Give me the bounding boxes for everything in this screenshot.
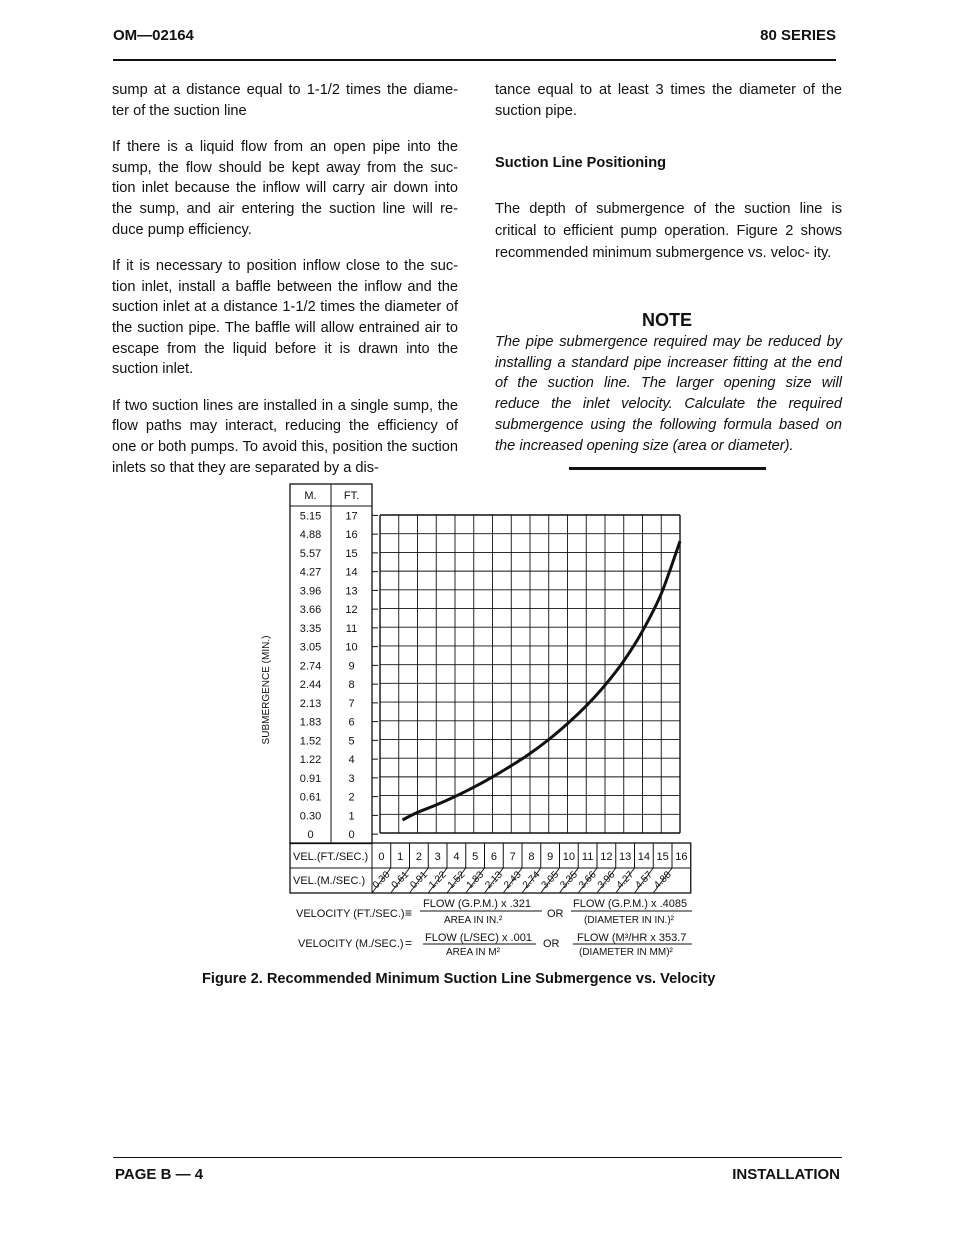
doc-number: OM—02164	[113, 27, 194, 44]
y-tick-label-ft: 10	[345, 641, 358, 654]
y-tick-label-m: 0	[307, 829, 314, 842]
formula-ft-denominator-1: AREA IN IN.²	[444, 915, 503, 926]
formula-or-2: OR	[543, 938, 560, 950]
x-tick-label-ft: 9	[547, 851, 554, 863]
y-tick-label-ft: 13	[345, 585, 358, 598]
formula-m-denominator-2: (DIAMETER IN MM)²	[579, 947, 673, 958]
x-tick-label-m: 4.27	[614, 869, 637, 892]
y-tick-label-ft: 14	[345, 566, 358, 579]
y-tick-label-m: 3.96	[299, 585, 322, 598]
x-tick-label-m: 3.05	[539, 869, 562, 892]
formula-or-1: OR	[547, 908, 564, 920]
x-axis-label-m: VEL.(M./SEC.)	[293, 875, 366, 887]
submergence-curve	[403, 541, 681, 820]
x-tick-label-m: 1.22	[427, 869, 449, 892]
x-tick-label-m: 0.30	[370, 869, 393, 892]
y-tick-label-ft: 16	[345, 529, 358, 542]
x-tick-label-m: 2.13	[483, 869, 505, 892]
y-tick-label-m: 3.05	[299, 641, 322, 654]
x-tick-label-ft: 15	[656, 851, 669, 863]
x-axis-label-ft: VEL.(FT./SEC.)	[293, 851, 369, 863]
y-tick-label-m: 1.52	[299, 735, 322, 748]
x-tick-label-ft: 10	[562, 851, 575, 863]
formula-ft-numerator-2: FLOW (G.P.M.) x .4085	[573, 898, 688, 910]
paragraph: If two suction lines are installed in a single sump, the flow paths may interact, reducing the efficiency of one or both pumps. To avoid this, position the suction inlets so that they are separated by a dis-	[112, 397, 458, 476]
formula-m-numerator-2: FLOW (M³/HR x 353.7	[577, 932, 687, 944]
y-tick-label-ft: 0	[348, 829, 355, 842]
y-tick-label-m: 3.66	[299, 604, 322, 617]
y-tick-label-ft: 4	[348, 754, 355, 767]
x-tick-label-m: 4.57	[633, 869, 655, 892]
y-tick-label-m: 3.35	[299, 622, 322, 635]
formula-ft-equals: ≡	[405, 906, 413, 920]
y-tick-label-ft: 1	[348, 810, 355, 823]
x-tick-label-ft: 13	[619, 851, 632, 863]
x-tick-label-m: 1.52	[445, 869, 468, 892]
x-tick-label-ft: 4	[453, 851, 460, 863]
y-tick-label-ft: 12	[345, 604, 358, 617]
x-tick-label-m: 3.96	[595, 869, 618, 892]
continuation-paragraph: tance equal to at least 3 times the diameter of the suction pipe.	[495, 82, 842, 119]
y-tick-label-ft: 2	[348, 791, 355, 804]
x-tick-label-m: 0.91	[408, 869, 430, 892]
x-tick-label-ft: 11	[581, 851, 594, 863]
x-tick-label-m: 1.83	[464, 869, 487, 892]
y-tick-label-ft: 3	[348, 772, 355, 785]
x-tick-label-ft: 8	[528, 851, 535, 863]
y-tick-label-m: 0.30	[299, 810, 322, 823]
x-tick-label-ft: 1	[397, 851, 404, 863]
x-tick-label-ft: 3	[434, 851, 441, 863]
x-tick-label-ft: 6	[490, 851, 497, 863]
velocity-formulas	[0, 890, 954, 970]
page-number: PAGE B — 4	[115, 1166, 204, 1183]
y-header-ft: FT.	[343, 490, 360, 502]
y-tick-label-m: 1.83	[299, 716, 322, 729]
x-tick-label-m: 2.43	[502, 869, 524, 892]
y-tick-label-m: 4.27	[299, 566, 322, 579]
formula-m-equals: =	[405, 936, 413, 950]
y-tick-label-m: 0.91	[299, 772, 322, 785]
y-tick-label-ft: 7	[348, 697, 355, 710]
x-tick-label-ft: 7	[509, 851, 516, 863]
y-tick-label-ft: 8	[348, 679, 355, 692]
note-title: NOTE	[642, 310, 693, 330]
x-tick-label-ft: 12	[600, 851, 613, 863]
x-tick-label-m: 3.35	[558, 869, 580, 892]
x-tick-label-ft: 16	[675, 851, 688, 863]
formula-ft-label: VELOCITY (FT./SEC.)	[296, 908, 405, 920]
formula-m-label: VELOCITY (M./SEC.)	[298, 938, 404, 950]
y-tick-label-m: 2.74	[299, 660, 322, 673]
y-tick-label-m: 2.44	[299, 679, 322, 692]
y-tick-label-m: 5.57	[299, 547, 322, 560]
x-tick-label-m: 0.61	[389, 869, 412, 892]
footer-rule	[113, 1157, 842, 1158]
y-tick-label-ft: 15	[345, 547, 358, 560]
note-body: The pipe submergence required may be reduced by installing a standard pipe increaser fitting at the end of the suction line. The larger opening size will reduce the inlet velocity. Calculate the required submergence using the following formula based on the increased opening size (area or diameter).	[495, 334, 842, 454]
x-tick-label-m: 4.88	[652, 869, 674, 892]
y-axis-label: SUBMERGENCE (MIN.)	[261, 635, 272, 745]
x-tick-label-ft: 14	[637, 851, 650, 863]
section-name: INSTALLATION	[732, 1166, 840, 1183]
paragraph: If it is necessary to position inflow close to the suc- tion inlet, install a baffle between the inflow and the suction inlet at a distance 1-1/2 times the diameter of the suction pipe. The baffle will allow entrained air to escape from the liquid before it is drawn into the suction inlet.	[112, 257, 458, 378]
y-header-m: M.	[304, 490, 317, 502]
formula-ft-denominator-2: (DIAMETER IN IN.)²	[584, 915, 674, 926]
x-tick-label-ft: 2	[415, 851, 422, 863]
x-tick-label-ft: 5	[472, 851, 479, 863]
y-tick-label-ft: 11	[345, 622, 358, 635]
y-tick-label-ft: 5	[348, 735, 355, 748]
y-tick-label-m: 5.15	[299, 510, 322, 523]
y-tick-label-m: 4.88	[299, 529, 322, 542]
section-subheading: Suction Line Positioning	[495, 155, 667, 171]
y-tick-label-ft: 6	[348, 716, 355, 729]
paragraph: sump at a distance equal to 1-1/2 times the diame- ter of the suction line	[112, 82, 458, 119]
x-tick-label-m: 3.66	[577, 869, 599, 892]
series-label: 80 SERIES	[760, 27, 836, 44]
y-tick-label-m: 0.61	[299, 791, 322, 804]
formula-ft-numerator-1: FLOW (G.P.M.) x .321	[423, 898, 531, 910]
formula-m-denominator-1: AREA IN M²	[446, 947, 500, 958]
figure-caption: Figure 2. Recommended Minimum Suction Line Submergence vs. Velocity	[202, 971, 716, 987]
paragraph: If there is a liquid flow from an open pipe into the sump, the flow should be kept away from the suc- tion inlet because the inflow will carry air down into the sump, and air entering the suction line will re- duce pump efficiency.	[112, 138, 458, 238]
y-tick-label-ft: 17	[345, 510, 358, 523]
x-tick-label-ft: 0	[378, 851, 385, 863]
formula-m-numerator-1: FLOW (L/SEC) x .001	[425, 932, 532, 944]
y-tick-label-m: 2.13	[299, 697, 322, 710]
x-tick-label-m: 2.74	[520, 869, 543, 892]
submergence-paragraph: The depth of submergence of the suction line is critical to efficient pump operation. Figure 2 shows recommended minimum submergence vs. veloc- ity.	[495, 201, 842, 261]
y-tick-label-ft: 9	[348, 660, 355, 673]
y-tick-label-m: 1.22	[299, 754, 322, 767]
